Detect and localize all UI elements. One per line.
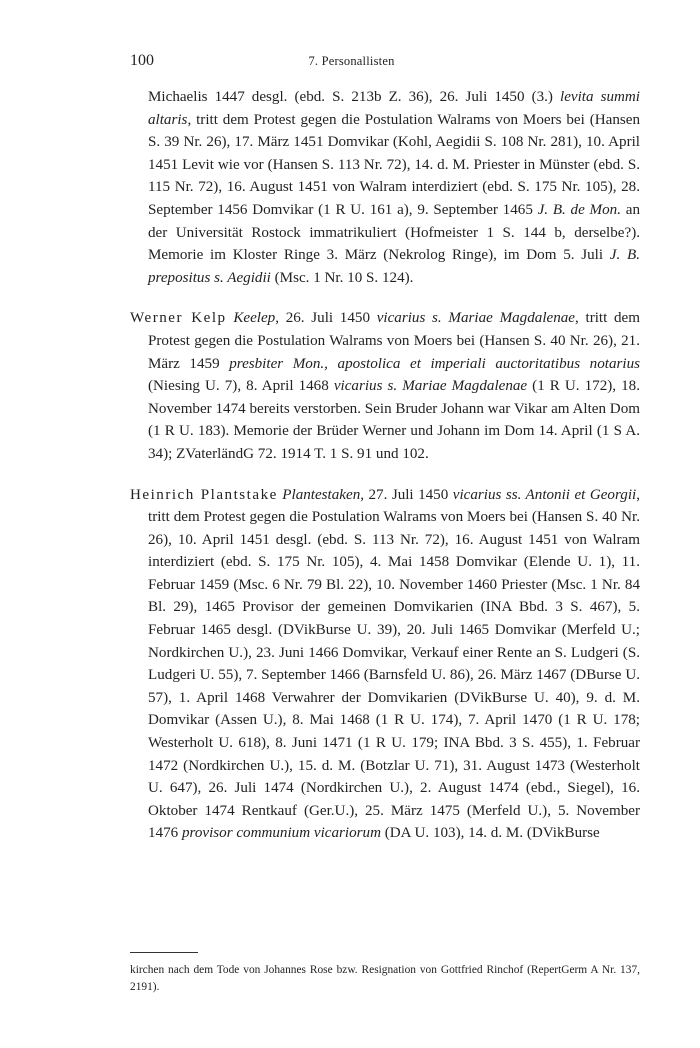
page-number: 100 <box>130 52 154 69</box>
entry-name: Heinrich Plantstake <box>130 486 278 503</box>
text-run: , 27. Juli 1450 <box>360 486 453 503</box>
italic-text: vicarius s. Mariae Magdalenae <box>333 378 528 395</box>
page-header <box>130 52 573 72</box>
text-run: , tritt dem Protest gegen die Postulation Walrams von Moers bei (Hansen S. 40 Nr. 26), 21. März 1459 <box>148 310 641 372</box>
text-run: an der Universität Rostock immatrikuliert (Hofmeister 1 S. 144 b, derselbe?). Memorie im Kloster Ringe 3. März (Nekrolog Ringe), im Dom 5. Juli <box>148 201 640 264</box>
italic-text: Keelep <box>233 310 276 327</box>
italic-text: J. B. prepositus s. Aegidii <box>148 247 640 286</box>
text-run: (1 R U. 172), 18. November 1474 bereits verstorben. Sein Bruder Johann war Vikar am Alten Dom (1 R U. 183). Memorie der Brüder Werner und Johann im Dom 14. April (1 S A. 34); ZVaterländG 72. 1914 T. 1 S. 91 und 102. <box>148 378 640 462</box>
text-run: , tritt dem Protest gegen die Postulation Walrams von Moers bei (Hansen S. 39 Nr. 26), 17. März 1451 Domvikar (Kohl, Aegidii S. 108 Nr. 281), 10. April 1451 Levit wie vor (Hansen S. 113 Nr. 72), 14. d. M. Priester in Münster (ebd. S. 115 Nr. 72), 16. August 1451 von Walram interdiziert (ebd. S. 175 Nr. 105), 28. September 1456 Domvikar (1 R U. 161 a), 9. September 1465 <box>148 111 640 218</box>
italic-text: vicarius ss. Antonii et Georgii <box>452 486 637 503</box>
person-entry <box>130 307 640 465</box>
text-run: (Niesing U. 7), 8. April 1468 <box>148 378 334 395</box>
running-head: 7. Personallisten <box>308 54 395 68</box>
text-run: , tritt dem Protest gegen die Postulation Walrams von Moers bei (Hansen S. 40 Nr. 26), 10. April 1451 desgl. (ebd. S. 113 Nr. 72), 16. August 1451 von Walram interdiziert (ebd. S. 175 Nr. 105), 4. Mai 1458 Domvikar (Elende U. 1), 11. Februar 1459 (Msc. 6 Nr. 79 Bl. 22), 10. November 1460 Priester (Msc. 1 Nr. 84 Bl. 29), 1465 Provisor der gemeinen Domvikarien (INA Bbd. 3 S. 467), 5. Februar 1465 desgl. (DVikBurse U. 39), 20. Juli 1465 Domvikar (Merfeld U.; Nordkirchen U.), 23. Juni 1466 Domvikar, Verkauf einer Rente an S. Ludgeri (S. Ludgeri U. 55), 7. September 1466 (Barnsfeld U. 86), 26. März 1467 (DBurse U. 57), 1. April 1468 Verwahrer der Domvikarien (DVikBurse U. 40), 9. d. M. Domvikar (Assen U.), 8. Mai 1468 (1 R U. 174), 7. April 1470 (1 R U. 178; Westerholt U. 618), 8. Juni 1471 (1 R U. 179; INA Bbd. 3 S. 455), 1. Februar 1472 (Nordkirchen U.), 15. d. M. (Botzlar U. 71), 31. August 1473 (Westerholt U. 647), 26. Juli 1474 (Nordkirchen U.), 2. August 1474 (ebd., Siegel), 16. Oktober 1474 Rentkauf (Ger.U.), 25. März 1475 (Merfeld U.), 5. November 1476 <box>148 486 640 842</box>
body-text <box>130 86 640 845</box>
text-run: (Msc. 1 Nr. 10 S. 124). <box>270 269 414 286</box>
text-run: , 26. Juli 1450 <box>275 310 377 327</box>
italic-text: Plantestaken <box>282 486 361 503</box>
italic-text: levita summi altaris <box>148 89 640 128</box>
continuation-paragraph <box>130 86 640 289</box>
italic-text: vicarius s. Mariae Magdalenae <box>376 310 576 327</box>
footnote: kirchen nach dem Tode von Johannes Rose bzw. Resignation von Gottfried Rinchof (RepertGerm A Nr. 137, 2191). <box>130 964 640 993</box>
italic-text: provisor communium vicariorum <box>181 825 381 842</box>
italic-text: presbiter Mon., apostolica et imperiali auctoritatibus notarius <box>229 355 640 372</box>
entry-name: Werner Kelp <box>130 310 227 327</box>
text-run: Michaelis 1447 desgl. (ebd. S. 213b Z. 36), 26. Juli 1450 (3.) <box>148 89 560 105</box>
italic-text: J. B. de Mon. <box>537 201 621 218</box>
entry-list <box>130 307 640 845</box>
person-entry <box>130 484 640 846</box>
footnote-rule <box>130 952 198 953</box>
text-run: (DA U. 103), 14. d. M. (DVikBurse <box>380 825 600 842</box>
